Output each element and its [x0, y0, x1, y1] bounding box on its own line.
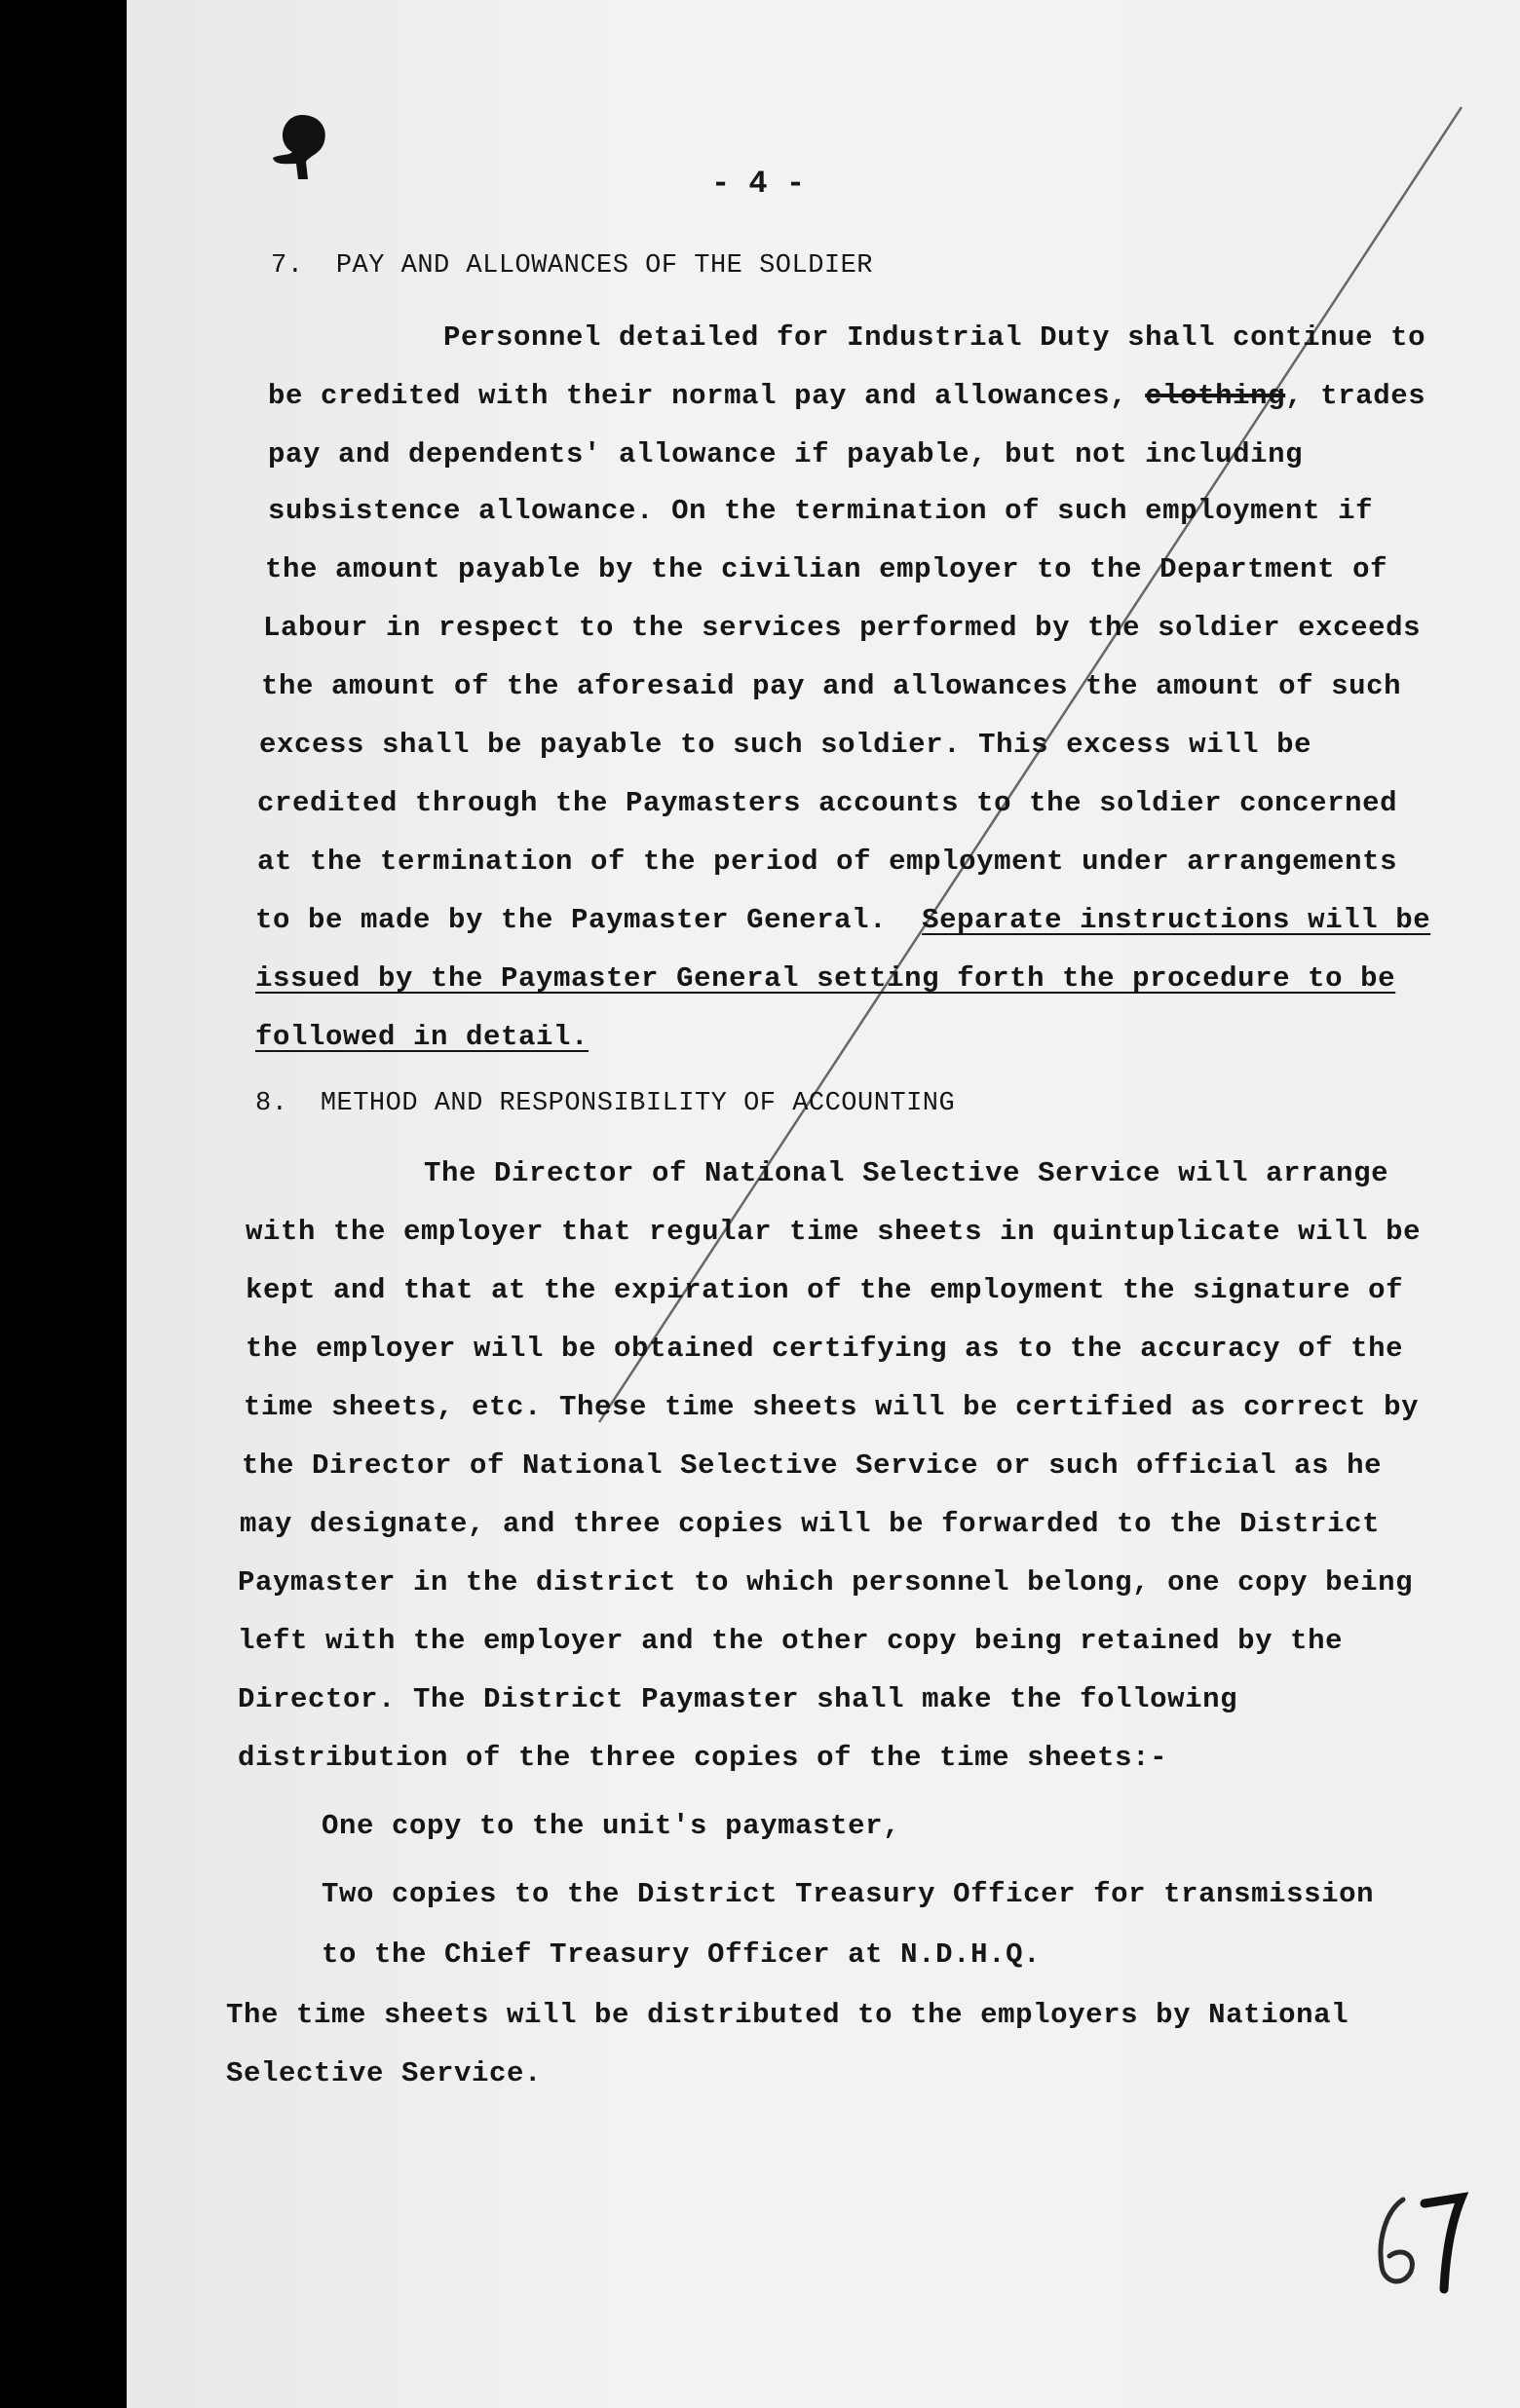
section-7-heading [271, 251, 873, 281]
section-8-line: Selective Service. [226, 2057, 543, 2089]
section-8-line: kept and that at the expiration of the employment the signature of [246, 1274, 1404, 1306]
section-8-list-item: Two copies to the District Treasury Officer for transmission [322, 1878, 1375, 1910]
section-8-line: the Director of National Selective Service or such official as he [242, 1449, 1383, 1482]
section-8-line: The Director of National Selective Service will arrange [424, 1157, 1389, 1189]
section-8-number: 8. [255, 1089, 288, 1118]
section-7-line: subsistence allowance. On the termination of such employment if [268, 495, 1374, 527]
section-8-line: time sheets, etc. These time sheets will be certified as correct by [244, 1391, 1420, 1423]
section-8-line: Paymaster in the district to which personnel belong, one copy being [238, 1566, 1414, 1599]
section-7-line: excess shall be payable to such soldier. This excess will be [259, 729, 1312, 761]
section-7-line: pay and dependents' allowance if payable, but not including [268, 438, 1304, 470]
section-7-line: Personnel detailed for Industrial Duty shall continue to [443, 321, 1426, 354]
section-7-line: followed in detail. [255, 1021, 589, 1053]
section-7-title: PAY AND ALLOWANCES OF THE SOLDIER [335, 251, 873, 281]
section-7-line: Labour in respect to the services performed by the soldier exceeds [263, 612, 1422, 644]
section-8-line: the employer will be obtained certifying as to the accuracy of the [246, 1333, 1404, 1365]
section-8-line: may designate, and three copies will be forwarded to the District [240, 1508, 1381, 1540]
section-8-heading [255, 1089, 955, 1118]
section-8-list-item: to the Chief Treasury Officer at N.D.H.Q. [322, 1938, 1042, 1971]
section-7-line: the amount payable by the civilian employer to the Department of [265, 553, 1388, 585]
section-8-line: The time sheets will be distributed to the employers by National [226, 1999, 1349, 2031]
handwritten-page-number [1364, 2182, 1471, 2299]
section-7-number: 7. [271, 251, 304, 281]
section-8-line: left with the employer and the other copy being retained by the [238, 1625, 1344, 1657]
section-8-title: METHOD AND RESPONSIBILITY OF ACCOUNTING [320, 1089, 956, 1118]
section-8-line: distribution of the three copies of the time sheets:- [238, 1742, 1168, 1774]
struck-word: clothing [1145, 380, 1286, 412]
section-7-line: credited through the Paymasters accounts to the soldier concerned [257, 787, 1398, 819]
section-7-line: be credited with their normal pay and allowances, clothing, trades [268, 380, 1426, 412]
underlined-instruction: Separate instructions will be [922, 904, 1431, 936]
section-7-line: issued by the Paymaster General setting forth the procedure to be [255, 962, 1396, 995]
section-8-line: with the employer that regular time sheets in quintuplicate will be [246, 1216, 1422, 1248]
section-7-line: to be made by the Paymaster General. Separate instructions will be [255, 904, 1431, 936]
section-8-list-item: One copy to the unit's paymaster, [322, 1810, 901, 1842]
page-number: - 4 - [711, 166, 806, 202]
section-7-line: at the termination of the period of employment under arrangements [257, 846, 1398, 878]
section-7-line: the amount of the aforesaid pay and allowances the amount of such [261, 670, 1402, 702]
section-8-line: Director. The District Paymaster shall make the following [238, 1683, 1238, 1715]
